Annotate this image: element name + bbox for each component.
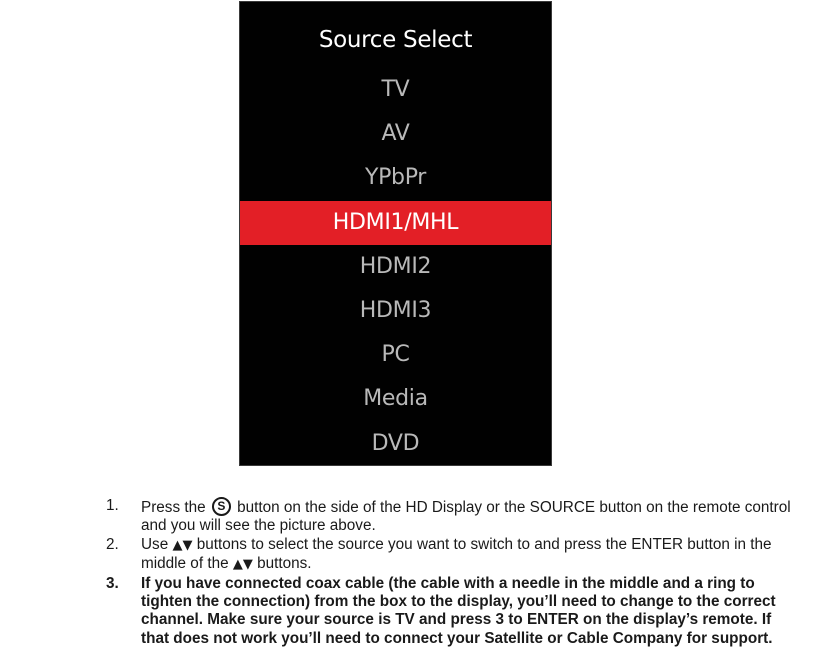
up-down-arrows-icon: ▲▼ [172,537,193,553]
step-text: buttons to select the source you want to switch to and press the ENTER button in the middle of the [141,535,772,573]
source-item-hdmi3[interactable]: HDMI3 [359,297,432,323]
step-text: If you have connected coax cable (the cable with a needle in the middle and a ring to tighten the connection) from the box to the display, you’ll need to change to the correct channel. Make sure your source is TV and press 3 to ENTER on the display’s remote. If that does not work you’ll need to connect your Satellite or Cable Company for support. [141,574,776,647]
source-button-icon: S [212,497,231,516]
step-number: 1. [106,497,119,514]
source-select-menu [239,1,552,466]
source-item-hdmi2[interactable]: HDMI2 [359,253,432,279]
source-item-hdmi1-mhl[interactable]: HDMI1/MHL [240,201,551,245]
instruction-step-1 [106,497,796,536]
up-down-arrows-icon: ▲▼ [232,557,253,573]
source-item-pc[interactable]: PC [381,342,410,368]
instruction-list [106,497,796,648]
source-item-tv[interactable]: TV [381,77,410,102]
source-item-av[interactable]: AV [381,121,410,147]
source-item-media[interactable]: Media [363,386,428,412]
menu-title: Source Select [318,27,473,53]
source-item-dvd[interactable]: DVD [371,430,420,456]
step-text: buttons. [257,555,312,573]
step-text: Use [141,535,169,553]
instruction-step-2 [106,536,796,575]
source-item-ypbpr[interactable]: YPbPr [364,165,427,191]
source-list [240,68,551,466]
step-number: 3. [106,574,119,592]
step-text: button on the side of the HD Display or the SOURCE button on the remote control and you will see the picture above. [141,499,791,535]
instruction-step-3 [106,575,796,649]
step-number: 2. [106,535,119,553]
step-text: Press the [141,499,206,516]
